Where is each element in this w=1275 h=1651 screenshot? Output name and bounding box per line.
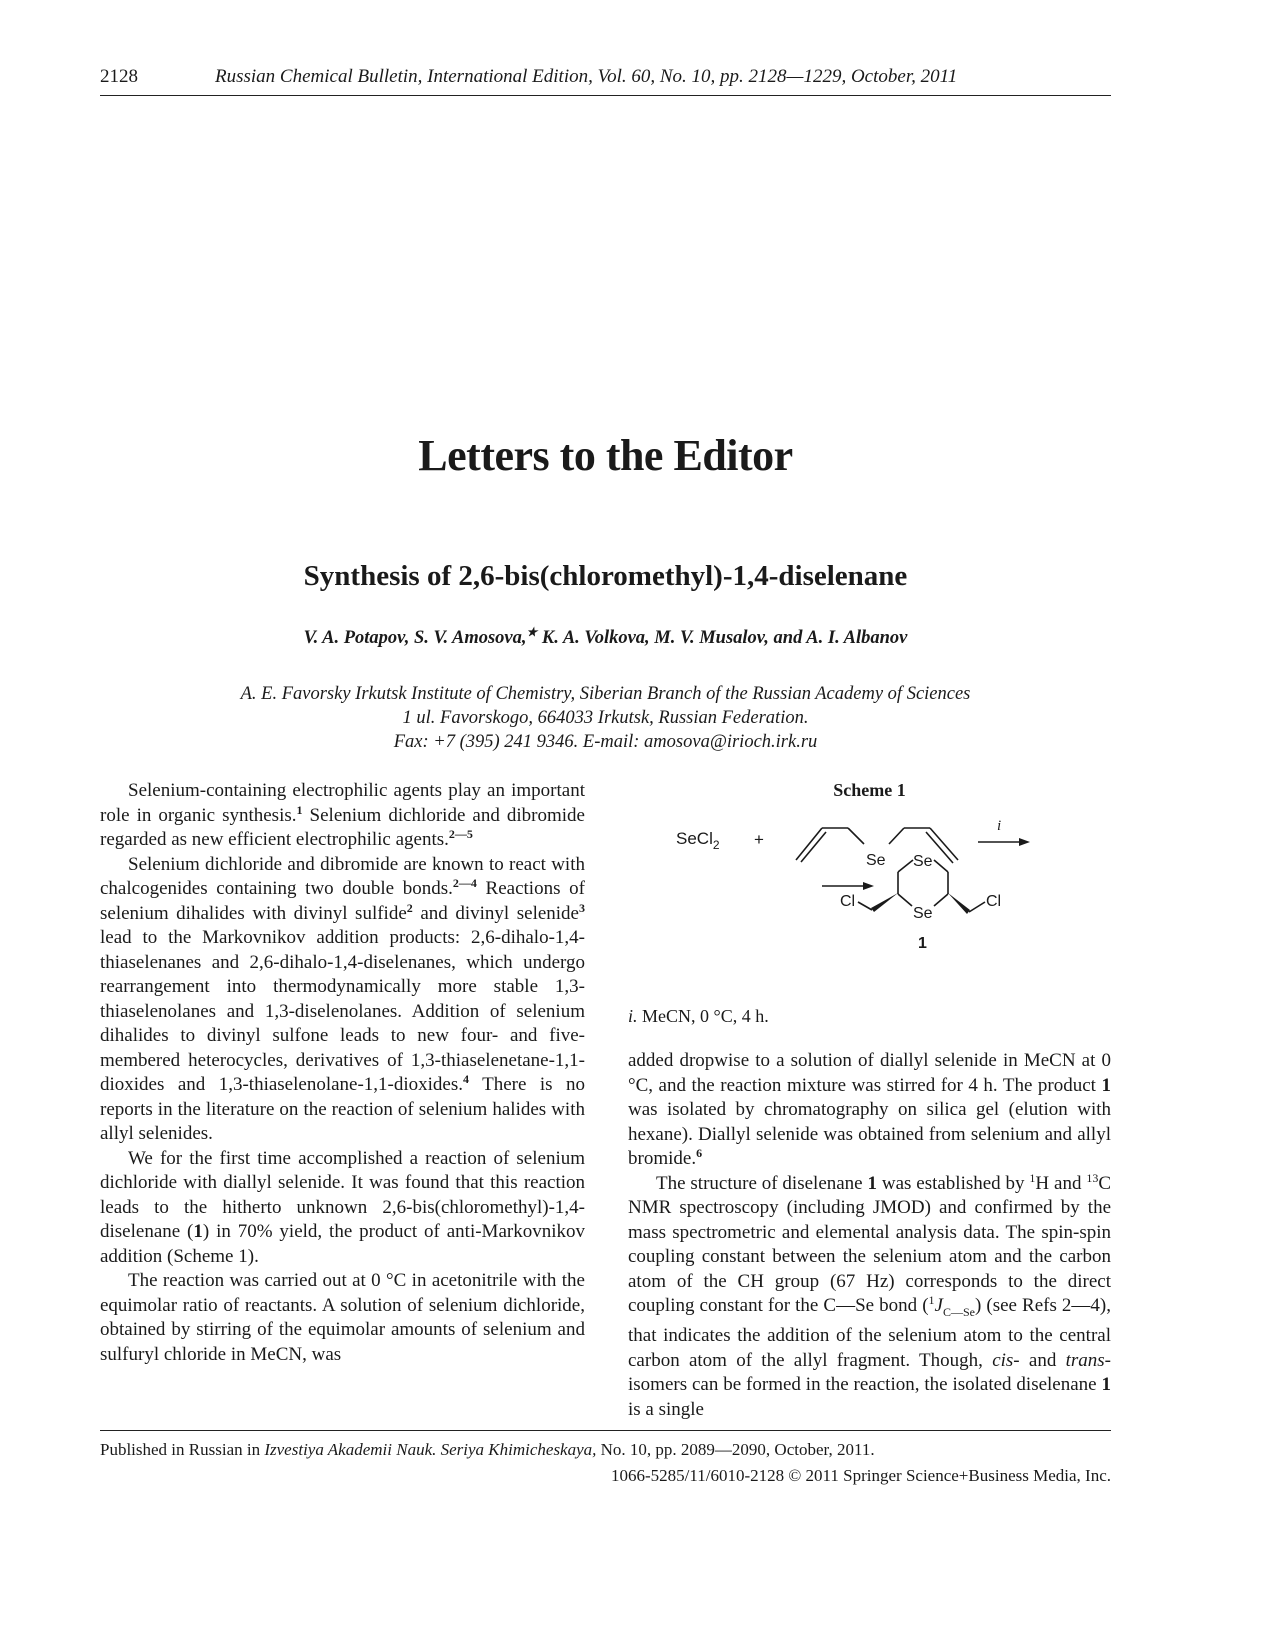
reference: 4 — [463, 1072, 470, 1086]
reagent-secl2: SeCl$_2$ — [676, 829, 720, 852]
footer-copyright: 1066-5285/11/6010-2128 © 2011 Springer Science+Business Media, Inc. — [610, 1466, 1111, 1485]
article-title: Synthesis of 2,6-bis(chloromethyl)-1,4-diselenane — [303, 560, 908, 592]
se-label: Se — [866, 852, 886, 869]
paragraph: Selenium-containing electrophilic agents play an important role in organic synthesis.$^1$ Selenium dichloride and dibromide regarded as new efficient electrophilic agents.$^{2—5}$ — [100, 780, 585, 850]
wedge-bond-left — [871, 893, 898, 912]
paragraph: We for the first time accomplished a reaction of selenium dichloride with diallyl selenide. It was found that this reaction leads to the hitherto unknown 2,6-bis(chloromethyl)-1,4-diselenane (1) in 70% yield, the product of anti-Markovnikov addition (Scheme 1). — [100, 1147, 585, 1267]
paragraph: added dropwise to a solution of diallyl selenide in MeCN at 0 °C, and the reaction mixture was stirred for 4 h. The product 1 was isolated by chromatography on silica gel (elution with hexane). Diallyl selenide was obtained from selenium and allyl bromide.$^6$ — [628, 1050, 1111, 1169]
reference: 1 — [296, 802, 303, 817]
scheme-title: Scheme 1 — [833, 780, 906, 800]
cl-left: Cl — [840, 893, 856, 910]
paragraph: Selenium dichloride and dibromide are known to react with chalcogenides containing two double bonds.$^{2—4}$ Reactions of selenium dihalides with divinyl sulfide$^2$ and divinyl selenide$^3$ lead to the Markovnikov addition products: 2,6-dihalo-1,4-thiaselenanes and 2,6-dihalo-1,4-diselenanes, which undergo rearrangement into thermodynamically more stable 1,3-thiaselenolanes and 1,3-diselenolanes. Addition of selenium dihalides to divinyl sulfone leads to new four- and five-membered heterocycles, derivatives of 1,3-thiaselenetane-1,1-dioxides and 1,3-thiaselenolane-1,1-dioxides.$^4$ There is no reports in the literature on the reaction of selenium halides with allyl selenides. — [100, 853, 585, 1144]
paragraph: The structure of diselenane 1 was established by $^1$H and $^{13}$C NMR spectroscopy (including JMOD) and confirmed by the mass spectrometric and elemental analysis data. The spin-spin coupling constant between the selenium atom and the carbon atom of the CH group (67 Hz) corresponds to the direct coupling constant for the C—Se bond $(^1J_{C—Se})$ (see Refs 2—4), that indicates the addition of the selenium atom to the central carbon atom of the allyl fragment. Though, cis- and trans-isomers can be formed in the reaction, the isolated diselenane 1 is a single — [628, 1170, 1111, 1420]
cl-right: Cl — [986, 893, 1002, 910]
reaction-scheme — [660, 820, 1060, 1000]
scheme-note: i. MeCN, 0 °C, 4 h. — [628, 1006, 769, 1026]
reference: 3 — [579, 900, 585, 915]
page-number: 2128 — [100, 66, 138, 87]
authors-first: V. A. Potapov, S. V. Amosova, — [303, 628, 527, 648]
right-column — [628, 1049, 1111, 1422]
footer-rule — [100, 1430, 1111, 1431]
affiliation — [0, 682, 1211, 754]
affiliation-line-3: Fax: +7 (395) 241 9346. E-mail: amosova@irioch.irk.ru — [393, 732, 818, 752]
affiliation-line-2: 1 ul. Favorskogo, 664033 Irkutsk, Russian Federation. — [402, 708, 809, 728]
bond-cl-left — [858, 902, 872, 910]
ring-se-top: Se — [913, 853, 933, 870]
arrow-head — [863, 882, 874, 890]
arrow-head — [1019, 838, 1030, 846]
reference: 2 — [406, 900, 413, 915]
left-column — [100, 779, 585, 1367]
wedge-bond-right — [948, 893, 970, 914]
authors — [0, 625, 1211, 649]
ring-se-bottom: Se — [913, 905, 933, 922]
compound-number: 1 — [918, 935, 927, 952]
bond-cl-right — [969, 902, 985, 912]
corresponding-author-star: ★ — [526, 625, 538, 639]
step-label: i — [997, 820, 1002, 834]
header-rule — [100, 95, 1111, 96]
reference: 2—4 — [452, 876, 477, 890]
paragraph: The reaction was carried out at 0 °C in acetonitrile with the equimolar ratio of reactants. A solution of selenium dichloride, obtained by stirring of the equimolar amounts of selenium and sulfuryl chloride in MeCN, was — [100, 1270, 585, 1365]
authors-rest: K. A. Volkova, M. V. Musalov, and A. I. Albanov — [537, 628, 908, 648]
plus-sign: + — [754, 830, 764, 849]
affiliation-line-1: A. E. Favorsky Irkutsk Institute of Chemistry, Siberian Branch of the Russian Academy of Sciences — [240, 684, 971, 704]
section-title: Letters to the Editor — [418, 431, 793, 480]
journal-header: Russian Chemical Bulletin, International Edition, Vol. 60, No. 10, pp. 2128—1229, October, 2011 — [215, 66, 958, 87]
reference: 6 — [696, 1146, 703, 1160]
reference: 2—5 — [448, 827, 473, 841]
footer-publication-note: Published in Russian in Izvestiya Akademii Nauk. Seriya Khimicheskaya, No. 10, pp. 2089—2090, October, 2011. — [100, 1440, 875, 1459]
